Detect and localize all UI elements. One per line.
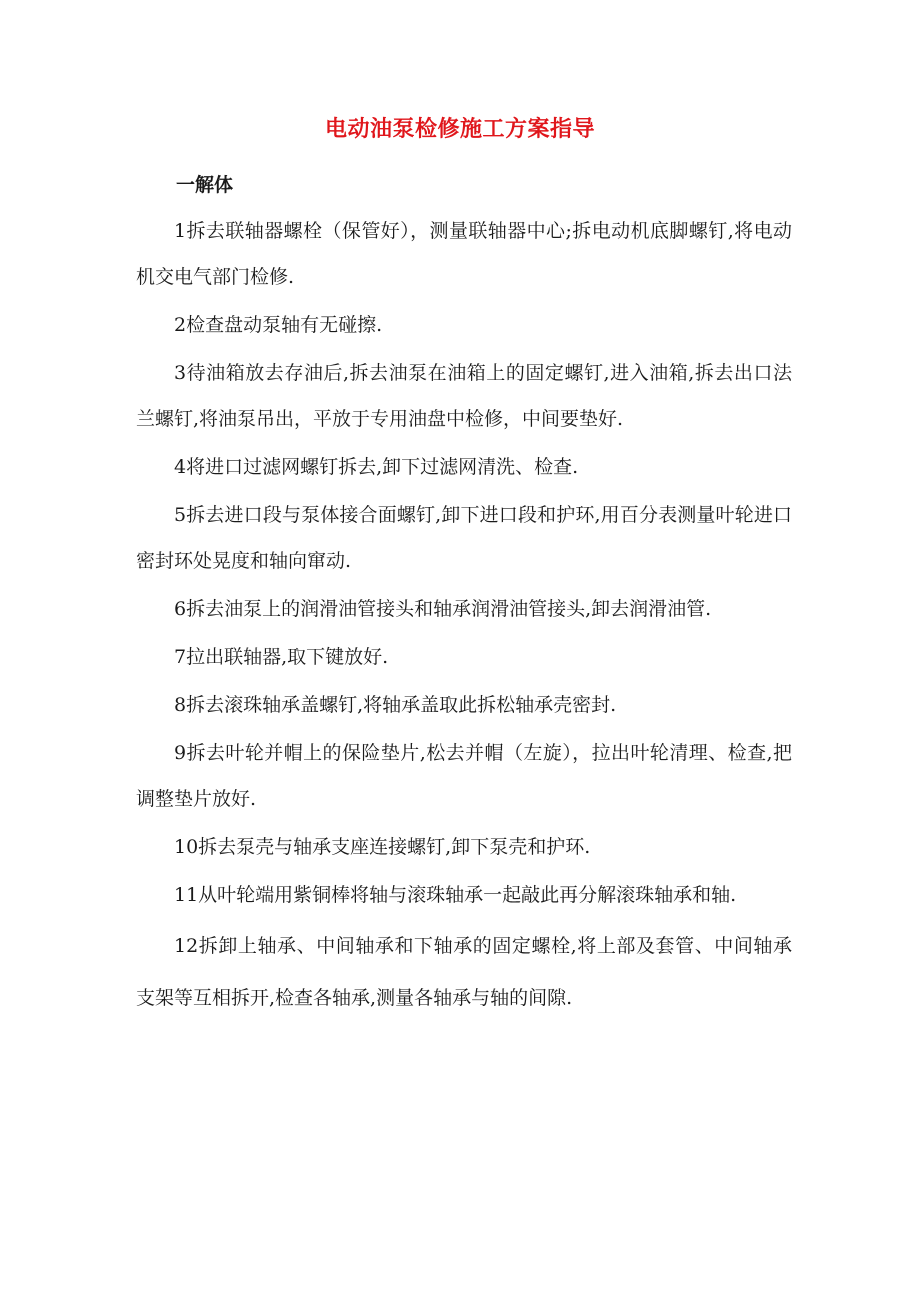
- step-paragraph-5: 5拆去进口段与泵体接合面螺钉,卸下进口段和护环,用百分表测量叶轮进口密封环处晃度和轴向窜动.: [136, 504, 792, 572]
- step-paragraph-7: 7拉出联轴器,取下键放好.: [174, 646, 389, 668]
- step-paragraph-3: 3待油箱放去存油后,拆去油泵在油箱上的固定螺钉,进入油箱,拆去出口法兰螺钉,将油泵吊出，平放于专用油盘中检修，中间要垫好.: [136, 362, 792, 430]
- step-paragraph-6: 6拆去油泵上的润滑油管接头和轴承润滑油管接头,卸去润滑油管.: [174, 598, 712, 620]
- step-paragraph-2: 2检查盘动泵轴有无碰擦.: [174, 314, 383, 336]
- step-paragraph-9: 9拆去叶轮并帽上的保险垫片,松去并帽（左旋），拉出叶轮清理、检查,把调整垫片放好.: [136, 742, 792, 810]
- step-paragraph-8: 8拆去滚珠轴承盖螺钉,将轴承盖取此拆松轴承壳密封.: [174, 694, 617, 716]
- step-paragraph-1: 1拆去联轴器螺栓（保管好），测量联轴器中心;拆电动机底脚螺钉,将电动机交电气部门检修.: [136, 220, 792, 288]
- document-title: 电动油泵检修施工方案指导: [324, 117, 595, 142]
- step-paragraph-12: 12拆卸上轴承、中间轴承和下轴承的固定螺栓,将上部及套管、中间轴承支架等互相拆开,检查各轴承,测量各轴承与轴的间隙.: [136, 935, 792, 1009]
- section-heading: 一解体: [176, 174, 234, 196]
- step-paragraph-10: 10拆去泵壳与轴承支座连接螺钉,卸下泵壳和护环.: [174, 836, 591, 858]
- document-body: [136, 208, 792, 1024]
- step-paragraph-4: 4将进口过滤网螺钉拆去,卸下过滤网清洗、检查.: [174, 456, 579, 478]
- step-paragraph-11: 11从叶轮端用紫铜棒将轴与滚珠轴承一起敲此再分解滚珠轴承和轴.: [174, 884, 737, 906]
